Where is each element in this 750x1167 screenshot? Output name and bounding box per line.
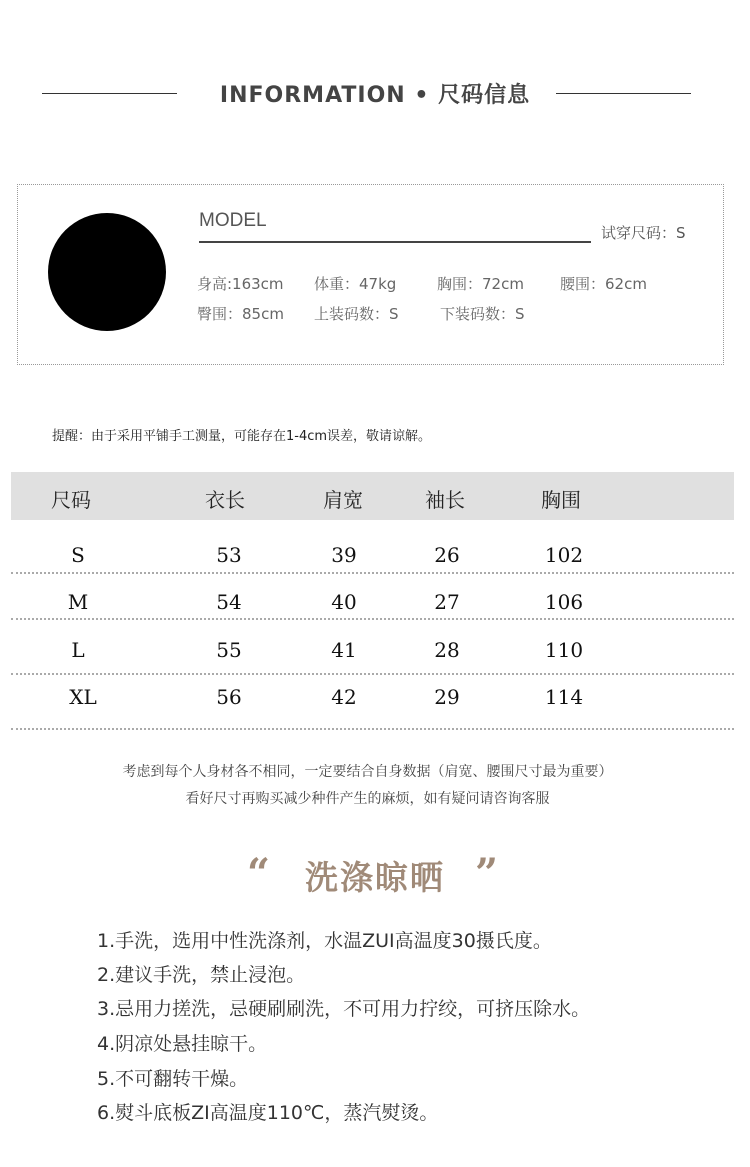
cell-bust: 102 [544, 543, 584, 567]
header-right-rule [556, 93, 691, 94]
cell-shoulder: 42 [331, 685, 357, 709]
cell-size: S [71, 543, 85, 567]
header-sleeve: 袖长 [425, 488, 465, 512]
wash-instruction: 4.阴凉处悬挂晾干。 [97, 1033, 268, 1055]
wash-instruction: 3.忌用力搓洗，忌硬刷刷洗，不可用力拧绞，可挤压除水。 [97, 998, 591, 1020]
cell-length: 55 [216, 638, 242, 662]
wash-instruction: 6.熨斗底板ZI高温度110℃，蒸汽熨烫。 [97, 1102, 439, 1124]
header-bust: 胸围 [541, 488, 581, 512]
cell-length: 54 [216, 590, 242, 614]
row-divider [11, 572, 734, 574]
wash-instruction: 2.建议手洗，禁止浸泡。 [97, 964, 306, 986]
header-size: 尺码 [51, 488, 91, 512]
top-size-value: 上装码数：S [314, 305, 399, 323]
cell-sleeve: 26 [434, 543, 460, 567]
cell-length: 56 [216, 685, 242, 709]
cell-shoulder: 41 [331, 638, 357, 662]
cell-bust: 106 [544, 590, 584, 614]
row-divider [11, 618, 734, 620]
row-divider [11, 728, 734, 730]
model-info-card [17, 184, 724, 365]
washing-title: 洗涤晾晒 [305, 858, 445, 897]
wash-instruction: 5.不可翻转干燥。 [97, 1068, 249, 1090]
height-value: 身高:163cm [197, 275, 284, 293]
avatar [48, 213, 166, 331]
cell-sleeve: 28 [434, 638, 460, 662]
customer-service-note: 看好尺寸再购买减少种件产生的麻烦，如有疑问请咨询客服 [185, 791, 550, 807]
size-table-header [11, 472, 734, 520]
bust-value: 胸围：72cm [437, 275, 524, 293]
cell-size: XL [69, 685, 97, 709]
hip-value: 臀围：85cm [197, 305, 284, 323]
tryon-size: 试穿尺码：S [601, 224, 686, 242]
bottom-size-value: 下装码数：S [440, 305, 525, 323]
cell-bust: 110 [544, 638, 584, 662]
cell-size: L [71, 638, 85, 662]
waist-value: 腰围：62cm [560, 275, 647, 293]
cell-size: M [67, 590, 89, 614]
cell-bust: 114 [544, 685, 584, 709]
header-shoulder: 肩宽 [323, 488, 363, 512]
size-advice-note: 考虑到每个人身材各不相同，一定要结合自身数据（肩宽、腰围尺寸最为重要） [122, 764, 613, 780]
row-divider [11, 673, 734, 675]
cell-shoulder: 40 [331, 590, 357, 614]
wash-instruction: 1.手洗，选用中性洗涤剂，水温ZUI高温度30摄氏度。 [97, 930, 552, 952]
model-underline [199, 241, 591, 243]
model-label: MODEL [199, 210, 267, 231]
measurement-reminder: 提醒：由于采用平铺手工测量，可能存在1-4cm误差，敬请谅解。 [52, 429, 432, 444]
close-quote: ” [475, 850, 499, 897]
page-title: INFORMATION • 尺码信息 [219, 83, 531, 108]
weight-value: 体重：47kg [314, 275, 397, 293]
cell-length: 53 [216, 543, 242, 567]
header-length: 衣长 [205, 488, 245, 512]
cell-sleeve: 29 [434, 685, 460, 709]
cell-sleeve: 27 [434, 590, 460, 614]
cell-shoulder: 39 [331, 543, 357, 567]
open-quote: “ [247, 850, 271, 897]
